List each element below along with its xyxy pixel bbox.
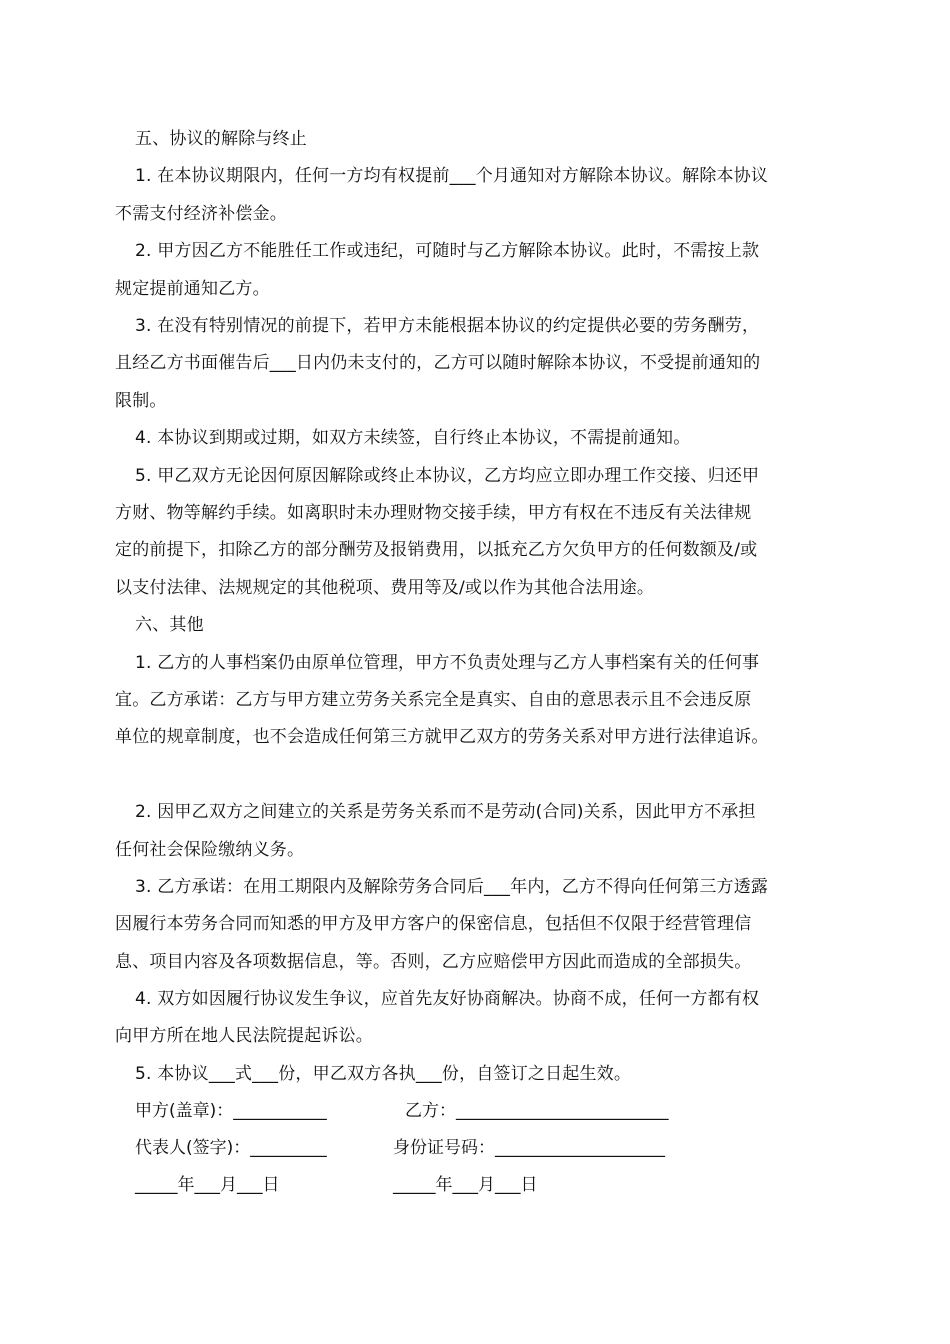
paragraph-line: 且经乙方书面催告后___日内仍未支付的，乙方可以随时解除本协议，不受提前通知的 — [115, 353, 761, 373]
paragraph-line: 息、项目内容及各项数据信息，等。否则，乙方应赔偿甲方因此而造成的全部损失。 — [115, 952, 752, 972]
paragraph-line: 2. 因甲乙双方之间建立的关系是劳务关系而不是劳动(合同)关系，因此甲方不承担 — [135, 802, 756, 822]
paragraph-line: 宜。乙方承诺：乙方与甲方建立劳务关系完全是真实、自由的意思表示且不会违反原 — [115, 690, 752, 710]
paragraph-line: 限制。 — [115, 391, 167, 411]
paragraph-line: 方财、物等解约手续。如离职时未办理财物交接手续，甲方有权在不违反有关法律规 — [115, 503, 752, 523]
paragraph-line: 1. 乙方的人事档案仍由原单位管理，甲方不负责处理与乙方人事档案有关的任何事 — [135, 653, 760, 673]
paragraph-line: 2. 甲方因乙方不能胜任工作或违纪，可随时与乙方解除本协议。此时，不需按上款 — [135, 241, 760, 261]
paragraph-line: 5. 本协议___式___份，甲乙双方各执___份，自签订之日起生效。 — [135, 1064, 632, 1084]
paragraph-line: 以支付法律、法规规定的其他税项、费用等及/或以作为其他合法用途。 — [115, 578, 655, 598]
date-field-b: _____年___月___日 — [393, 1175, 538, 1195]
id-number-field: 身份证号码：____________________ — [393, 1138, 665, 1158]
paragraph-line: 定的前提下，扣除乙方的部分酬劳及报销费用，以抵充乙方欠负甲方的任何数额及/或 — [115, 540, 758, 560]
party-a-seal-field: 甲方(盖章)：___________ — [135, 1101, 327, 1121]
paragraph-line: 4. 双方如因履行协议发生争议，应首先友好协商解决。协商不成，任何一方都有权 — [135, 989, 760, 1009]
section-5-heading: 五、协议的解除与终止 — [135, 129, 307, 149]
paragraph-line: 1. 在本协议期限内，任何一方均有权提前___个月通知对方解除本协议。解除本协议 — [135, 166, 769, 186]
paragraph-line: 5. 甲乙双方无论因何原因解除或终止本协议，乙方均应立即办理工作交接、归还甲 — [135, 466, 760, 486]
date-field-a: _____年___月___日 — [135, 1175, 280, 1195]
section-6-heading: 六、其他 — [135, 615, 204, 635]
paragraph-line: 单位的规章制度，也不会造成任何第三方就甲乙双方的劳务关系对甲方进行法律追诉。 — [115, 727, 769, 747]
paragraph-line: 3. 乙方承诺：在用工期限内及解除劳务合同后___年内，乙方不得向任何第三方透露 — [135, 877, 769, 897]
paragraph-line: 3. 在没有特别情况的前提下，若甲方未能根据本协议的约定提供必要的劳务酬劳， — [135, 316, 760, 336]
paragraph-line: 向甲方所在地人民法院提起诉讼。 — [115, 1026, 373, 1046]
paragraph-line: 规定提前通知乙方。 — [115, 279, 270, 299]
party-b-field: 乙方：_________________________ — [405, 1101, 669, 1121]
paragraph-line: 任何社会保险缴纳义务。 — [115, 840, 305, 860]
paragraph-line: 因履行本劳务合同而知悉的甲方及甲方客户的保密信息，包括但不仅限于经营管理信 — [115, 914, 752, 934]
representative-signature-field: 代表人(签字)：_________ — [135, 1138, 327, 1158]
paragraph-line: 不需支付经济补偿金。 — [115, 204, 287, 224]
paragraph-line: 4. 本协议到期或过期，如双方未续签，自行终止本协议，不需提前通知。 — [135, 428, 691, 448]
